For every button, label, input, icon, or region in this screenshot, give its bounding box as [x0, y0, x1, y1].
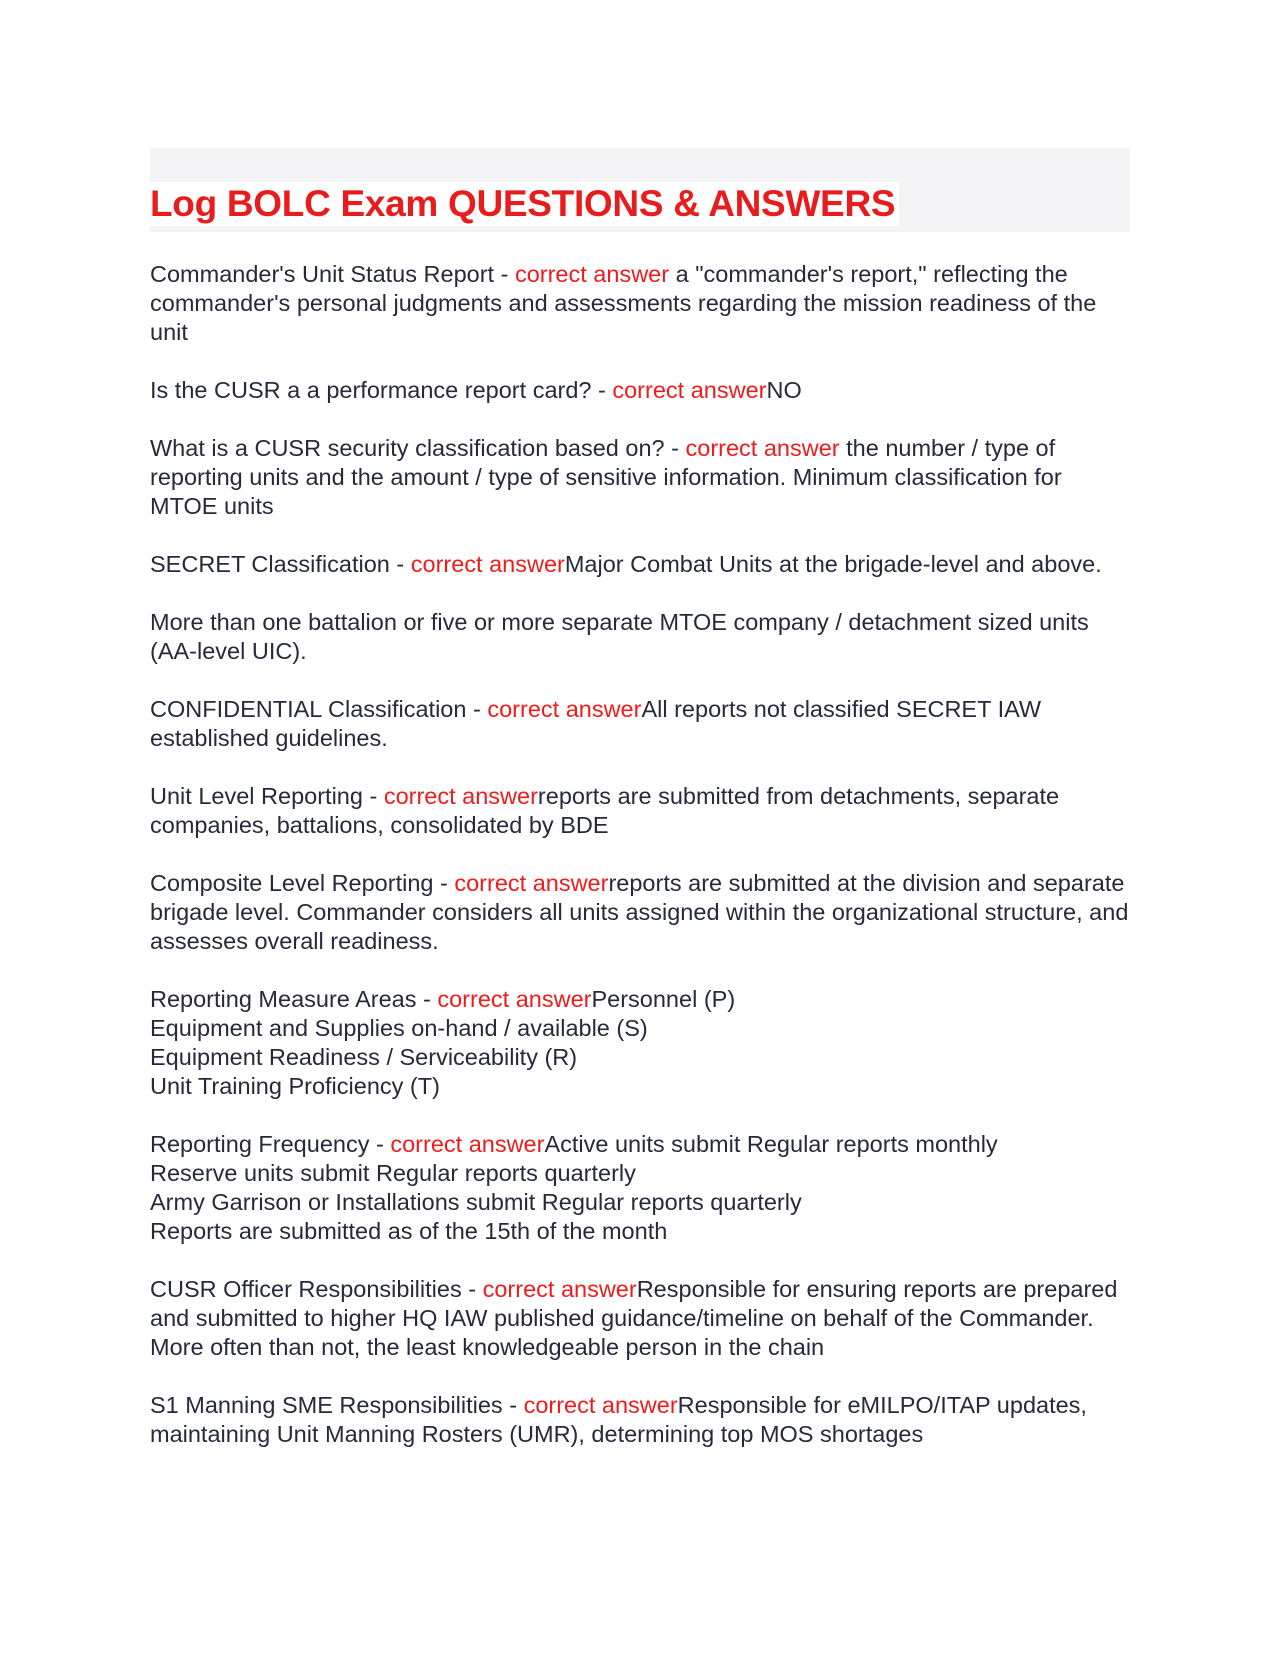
- qa-entry: [150, 1130, 1130, 1246]
- correct-answer-label: correct answer: [454, 870, 609, 896]
- answer-text: Responsible for eMILPO/ITAP updates, maintaining Unit Manning Rosters (UMR), determining top MOS shortages: [150, 1392, 1087, 1447]
- answer-text: a "commander's report," reflecting the commander's personal judgments and assessments regarding the mission readiness of the unit: [150, 261, 1097, 345]
- document-title: Log BOLC Exam QUESTIONS & ANSWERS: [150, 182, 899, 226]
- correct-answer-label: correct answer: [612, 377, 767, 403]
- correct-answer-label: correct answer: [437, 986, 592, 1012]
- qa-entry: [150, 1391, 1130, 1449]
- correct-answer-label: correct answer: [523, 1392, 678, 1418]
- correct-answer-label: correct answer: [390, 1131, 545, 1157]
- correct-answer-label: correct answer: [383, 783, 538, 809]
- answer-text: reports are submitted from detachments, separate companies, battalions, consolidated by BDE: [150, 783, 1060, 838]
- qa-entry: [150, 869, 1130, 956]
- answer-text: Unit Training Proficiency (T): [150, 1073, 440, 1099]
- answer-text: reports are submitted at the division and separate brigade level. Commander considers all units assigned within the organizational structure, and assesses overall readiness.: [150, 870, 1129, 954]
- qa-entry: [150, 608, 1130, 666]
- question-text: CONFIDENTIAL Classification -: [150, 696, 488, 722]
- correct-answer-label: correct answer: [410, 551, 565, 577]
- qa-entry: [150, 434, 1130, 521]
- question-text: SECRET Classification -: [150, 551, 411, 577]
- answer-text: NO: [766, 377, 802, 403]
- answer-text: More than one battalion or five or more separate MTOE company / detachment sized units (AA-level UIC).: [150, 609, 1089, 664]
- question-text: S1 Manning SME Responsibilities -: [150, 1392, 524, 1418]
- answer-text: Major Combat Units at the brigade-level and above.: [564, 551, 1102, 577]
- qa-entry: [150, 985, 1130, 1101]
- qa-entry: [150, 376, 1130, 405]
- answer-text: Responsible for ensuring reports are prepared and submitted to higher HQ IAW published guidance/timeline on behalf of the Commander.: [150, 1276, 1118, 1331]
- question-text: Unit Level Reporting -: [150, 783, 384, 809]
- answer-text: Equipment Readiness / Serviceability (R): [150, 1044, 578, 1070]
- answer-text: Equipment and Supplies on-hand / available (S): [150, 1015, 648, 1041]
- correct-answer-label: correct answer: [482, 1276, 637, 1302]
- qa-entry: [150, 260, 1130, 347]
- qa-list: [150, 260, 1130, 1449]
- answer-text: Reserve units submit Regular reports quarterly: [150, 1160, 636, 1186]
- answer-text: the number / type of reporting units and the amount / type of sensitive information. Minimum classification for MTOE units: [150, 435, 1062, 519]
- qa-entry: [150, 1275, 1130, 1362]
- question-text: Composite Level Reporting -: [150, 870, 455, 896]
- answer-text: Army Garrison or Installations submit Regular reports quarterly: [150, 1189, 802, 1215]
- qa-entry: [150, 550, 1130, 579]
- question-text: What is a CUSR security classification based on? -: [150, 435, 686, 461]
- correct-answer-label: correct answer: [487, 696, 642, 722]
- correct-answer-label: correct answer: [685, 435, 840, 461]
- question-text: Is the CUSR a a performance report card? -: [150, 377, 613, 403]
- qa-entry: [150, 782, 1130, 840]
- document-page: [150, 148, 1130, 1478]
- answer-text: Active units submit Regular reports monthly: [544, 1131, 998, 1157]
- answer-text: Personnel (P): [591, 986, 736, 1012]
- question-text: Reporting Measure Areas -: [150, 986, 438, 1012]
- question-text: Commander's Unit Status Report -: [150, 261, 515, 287]
- question-text: CUSR Officer Responsibilities -: [150, 1276, 483, 1302]
- question-text: Reporting Frequency -: [150, 1131, 391, 1157]
- qa-entry: [150, 695, 1130, 753]
- answer-text: More often than not, the least knowledgeable person in the chain: [150, 1334, 825, 1360]
- correct-answer-label: correct answer: [514, 261, 670, 287]
- title-band: [150, 148, 1130, 232]
- answer-text: Reports are submitted as of the 15th of the month: [150, 1218, 668, 1244]
- answer-text: All reports not classified SECRET IAW established guidelines.: [150, 696, 1042, 751]
